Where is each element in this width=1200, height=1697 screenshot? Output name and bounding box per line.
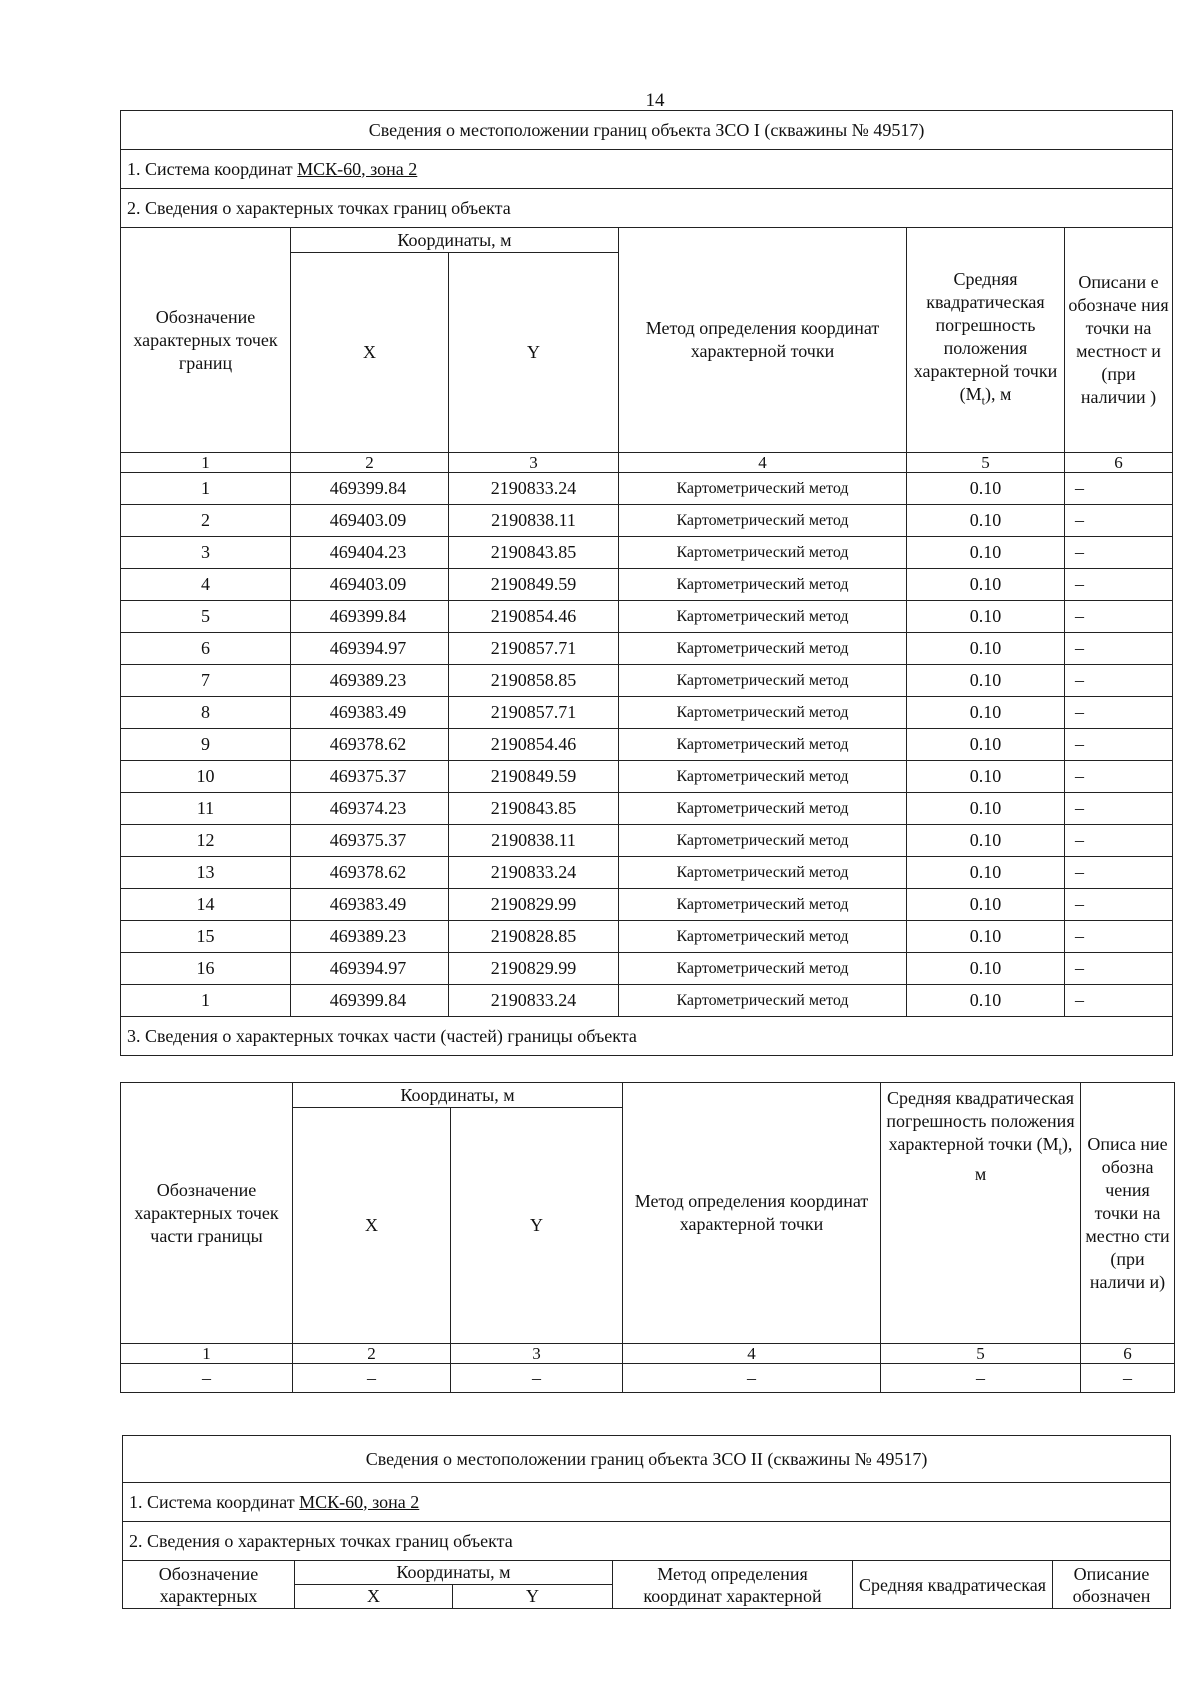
cell-pt: 6 xyxy=(121,633,291,665)
cell-x: 469383.49 xyxy=(291,889,449,921)
hdr-point: Обозначение характерных точек границ xyxy=(121,228,291,453)
cell-x: 469389.23 xyxy=(291,921,449,953)
table-row xyxy=(121,665,1173,697)
table-row xyxy=(121,825,1173,857)
cell-method: Картометрический метод xyxy=(619,569,907,601)
col-number: 4 xyxy=(623,1344,881,1364)
cell-method: Картометрический метод xyxy=(619,857,907,889)
empty-cell: – xyxy=(451,1364,623,1393)
col-number: 6 xyxy=(1081,1344,1175,1364)
cell-method: Картометрический метод xyxy=(619,633,907,665)
cell-method: Картометрический метод xyxy=(619,665,907,697)
cell-err: 0.10 xyxy=(907,697,1065,729)
page-number: 14 xyxy=(645,90,665,111)
hdr-desc: Описани е обозначе ния точки на местност и (при наличии ) xyxy=(1065,228,1173,453)
hdr3-point: Обозначение характерных точек части границы xyxy=(121,1083,293,1344)
cell-pt: 15 xyxy=(121,921,291,953)
cell-err: 0.10 xyxy=(907,825,1065,857)
hdr-error: Средняя квадратическая погрешность положения характерной точки $(M_t)$, м xyxy=(907,228,1065,453)
cell-pt: 2 xyxy=(121,505,291,537)
cell-y: 2190857.71 xyxy=(449,633,619,665)
cell-x: 469389.23 xyxy=(291,665,449,697)
cell-err: 0.10 xyxy=(907,953,1065,985)
table-row xyxy=(121,985,1173,1017)
cell-desc: – xyxy=(1065,921,1173,953)
col-number: 1 xyxy=(121,453,291,473)
col-number: 3 xyxy=(449,453,619,473)
cell-desc: – xyxy=(1065,889,1173,921)
col-number: 2 xyxy=(291,453,449,473)
cell-x: 469404.23 xyxy=(291,537,449,569)
zso2-title: Сведения о местоположении границ объекта ЗСО II (скважины № 49517) xyxy=(123,1436,1171,1483)
hdr-x: X xyxy=(291,253,449,453)
cell-pt: 4 xyxy=(121,569,291,601)
cell-desc: – xyxy=(1065,857,1173,889)
cell-err: 0.10 xyxy=(907,729,1065,761)
table-row xyxy=(121,633,1173,665)
cell-err: 0.10 xyxy=(907,857,1065,889)
empty-cell: – xyxy=(293,1364,451,1393)
cell-y: 2190843.85 xyxy=(449,793,619,825)
table-row xyxy=(121,793,1173,825)
col-number: 6 xyxy=(1065,453,1173,473)
cell-method: Картометрический метод xyxy=(619,537,907,569)
cell-desc: – xyxy=(1065,761,1173,793)
cell-x: 469375.37 xyxy=(291,825,449,857)
table-row xyxy=(121,761,1173,793)
empty-cell: – xyxy=(121,1364,293,1393)
hdr-method: Метод определения координат характерной точки xyxy=(619,228,907,453)
cell-err: 0.10 xyxy=(907,985,1065,1017)
cell-pt: 1 xyxy=(121,473,291,505)
hdr2-desc: Описание обозначен xyxy=(1053,1561,1171,1609)
cell-pt: 1 xyxy=(121,985,291,1017)
hdr2-x: X xyxy=(295,1585,453,1609)
cell-method: Картометрический метод xyxy=(619,793,907,825)
cell-desc: – xyxy=(1065,665,1173,697)
empty-cell: – xyxy=(1081,1364,1175,1393)
cell-pt: 7 xyxy=(121,665,291,697)
hdr3-y: Y xyxy=(451,1108,623,1344)
cell-method: Картометрический метод xyxy=(619,473,907,505)
cell-desc: – xyxy=(1065,633,1173,665)
hdr-coords: Координаты, м xyxy=(291,228,619,253)
cell-x: 469374.23 xyxy=(291,793,449,825)
cell-method: Картометрический метод xyxy=(619,953,907,985)
cell-err: 0.10 xyxy=(907,505,1065,537)
cell-y: 2190849.59 xyxy=(449,761,619,793)
cell-y: 2190849.59 xyxy=(449,569,619,601)
cell-method: Картометрический метод xyxy=(619,889,907,921)
zso1-coord-system: 1. Система координат МСК-60, зона 2 xyxy=(121,150,1173,189)
cell-x: 469403.09 xyxy=(291,505,449,537)
cell-pt: 14 xyxy=(121,889,291,921)
col-number: 5 xyxy=(907,453,1065,473)
cell-pt: 13 xyxy=(121,857,291,889)
cell-pt: 12 xyxy=(121,825,291,857)
cell-desc: – xyxy=(1065,601,1173,633)
table-row xyxy=(121,537,1173,569)
cell-desc: – xyxy=(1065,793,1173,825)
cell-err: 0.10 xyxy=(907,793,1065,825)
cell-err: 0.10 xyxy=(907,569,1065,601)
cell-method: Картометрический метод xyxy=(619,921,907,953)
cell-y: 2190838.11 xyxy=(449,825,619,857)
table-row xyxy=(121,729,1173,761)
cell-x: 469394.97 xyxy=(291,633,449,665)
cell-desc: – xyxy=(1065,985,1173,1017)
cell-err: 0.10 xyxy=(907,761,1065,793)
cell-x: 469383.49 xyxy=(291,697,449,729)
cell-pt: 16 xyxy=(121,953,291,985)
zso2-section2-title: 2. Сведения о характерных точках границ объекта xyxy=(123,1522,1171,1561)
col-number: 3 xyxy=(451,1344,623,1364)
cell-err: 0.10 xyxy=(907,665,1065,697)
hdr3-desc: Описа ние обозна чения точки на местно сти (при наличи и) xyxy=(1081,1083,1175,1344)
cell-x: 469403.09 xyxy=(291,569,449,601)
table-row xyxy=(121,601,1173,633)
cell-y: 2190829.99 xyxy=(449,953,619,985)
cell-y: 2190857.71 xyxy=(449,697,619,729)
cell-y: 2190854.46 xyxy=(449,601,619,633)
cell-x: 469394.97 xyxy=(291,953,449,985)
cell-y: 2190833.24 xyxy=(449,985,619,1017)
cell-desc: – xyxy=(1065,505,1173,537)
zso1-table xyxy=(120,110,1173,1056)
cell-x: 469399.84 xyxy=(291,985,449,1017)
cell-method: Картометрический метод xyxy=(619,505,907,537)
cell-x: 469378.62 xyxy=(291,857,449,889)
cell-err: 0.10 xyxy=(907,601,1065,633)
zso2-table xyxy=(122,1435,1171,1609)
hdr2-coords: Координаты, м xyxy=(295,1561,613,1585)
zso2-coord-system: 1. Система координат МСК-60, зона 2 xyxy=(123,1483,1171,1522)
hdr3-x: X xyxy=(293,1108,451,1344)
hdr-y: Y xyxy=(449,253,619,453)
cell-desc: – xyxy=(1065,953,1173,985)
empty-cell: – xyxy=(623,1364,881,1393)
cell-pt: 3 xyxy=(121,537,291,569)
table-row xyxy=(121,505,1173,537)
cell-pt: 10 xyxy=(121,761,291,793)
cell-pt: 9 xyxy=(121,729,291,761)
zso1-title: Сведения о местоположении границ объекта ЗСО I (скважины № 49517) xyxy=(121,111,1173,150)
cell-desc: – xyxy=(1065,537,1173,569)
table-row xyxy=(121,473,1173,505)
hdr3-error: Средняя квадратическая погрешность положения характерной точки $(M_t)$, м xyxy=(881,1083,1081,1344)
col-number: 4 xyxy=(619,453,907,473)
cell-pt: 8 xyxy=(121,697,291,729)
col-number: 5 xyxy=(881,1344,1081,1364)
cell-err: 0.10 xyxy=(907,473,1065,505)
zso1-section3-title: 3. Сведения о характерных точках части (частей) границы объекта xyxy=(121,1017,1173,1056)
cell-err: 0.10 xyxy=(907,921,1065,953)
col-number: 2 xyxy=(293,1344,451,1364)
table-row xyxy=(121,857,1173,889)
table-row xyxy=(121,889,1173,921)
zso1-parts-table xyxy=(120,1082,1175,1393)
cell-x: 469375.37 xyxy=(291,761,449,793)
cell-desc: – xyxy=(1065,473,1173,505)
cell-err: 0.10 xyxy=(907,889,1065,921)
cell-pt: 11 xyxy=(121,793,291,825)
cell-x: 469399.84 xyxy=(291,601,449,633)
cell-y: 2190833.24 xyxy=(449,473,619,505)
cell-method: Картометрический метод xyxy=(619,761,907,793)
table-row xyxy=(121,921,1173,953)
cell-y: 2190854.46 xyxy=(449,729,619,761)
cell-pt: 5 xyxy=(121,601,291,633)
cell-x: 469399.84 xyxy=(291,473,449,505)
cell-err: 0.10 xyxy=(907,633,1065,665)
cell-method: Картометрический метод xyxy=(619,601,907,633)
hdr2-method: Метод определения координат характерной xyxy=(613,1561,853,1609)
cell-y: 2190828.85 xyxy=(449,921,619,953)
cell-desc: – xyxy=(1065,697,1173,729)
zso1-section2-title: 2. Сведения о характерных точках границ объекта xyxy=(121,189,1173,228)
hdr3-method: Метод определения координат характерной точки xyxy=(623,1083,881,1344)
table-row xyxy=(121,697,1173,729)
cell-method: Картометрический метод xyxy=(619,729,907,761)
cell-y: 2190843.85 xyxy=(449,537,619,569)
cell-err: 0.10 xyxy=(907,537,1065,569)
table-row xyxy=(121,953,1173,985)
cell-desc: – xyxy=(1065,569,1173,601)
hdr3-coords: Координаты, м xyxy=(293,1083,623,1108)
cell-desc: – xyxy=(1065,729,1173,761)
cell-y: 2190829.99 xyxy=(449,889,619,921)
cell-x: 469378.62 xyxy=(291,729,449,761)
table-row xyxy=(121,569,1173,601)
cell-method: Картометрический метод xyxy=(619,825,907,857)
hdr2-y: Y xyxy=(453,1585,613,1609)
hdr2-point: Обозначение характерных xyxy=(123,1561,295,1609)
empty-cell: – xyxy=(881,1364,1081,1393)
cell-y: 2190838.11 xyxy=(449,505,619,537)
cell-y: 2190833.24 xyxy=(449,857,619,889)
cell-method: Картометрический метод xyxy=(619,697,907,729)
cell-desc: – xyxy=(1065,825,1173,857)
col-number: 1 xyxy=(121,1344,293,1364)
hdr2-error: Средняя квадратическая xyxy=(853,1561,1053,1609)
cell-y: 2190858.85 xyxy=(449,665,619,697)
cell-method: Картометрический метод xyxy=(619,985,907,1017)
